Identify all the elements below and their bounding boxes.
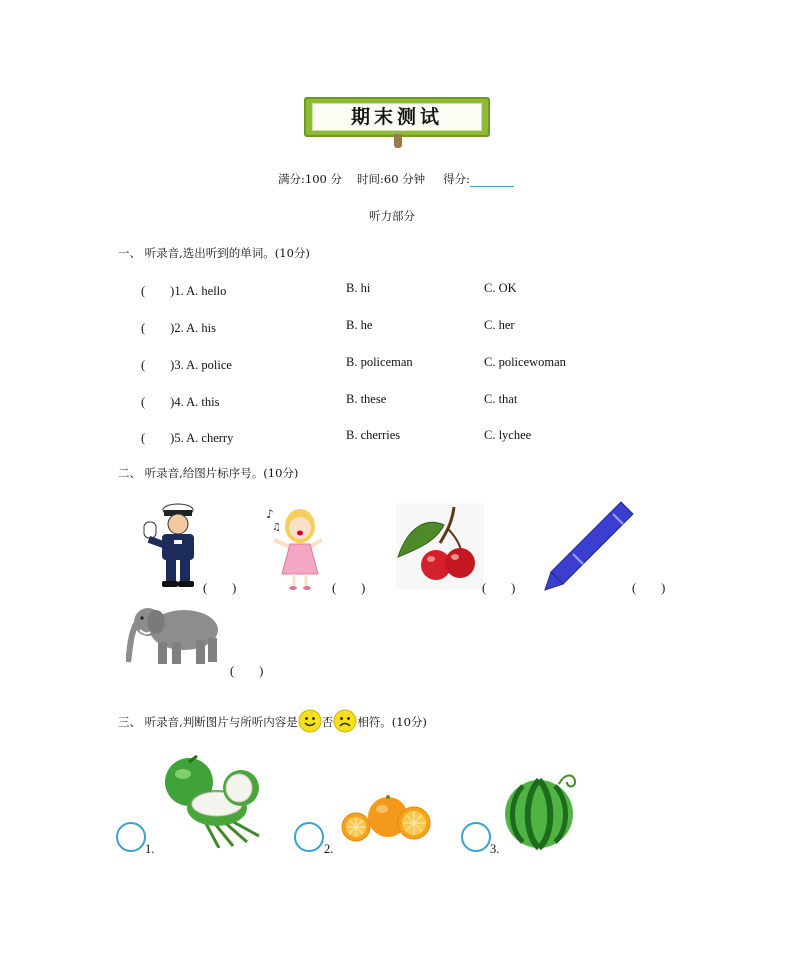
oranges-picture (336, 793, 438, 847)
q1-item-3-stem: ( )3. A. police (141, 358, 232, 372)
coconut-picture (163, 752, 263, 848)
q3-heading (118, 709, 427, 733)
q2-heading: 二、 听录音,给图片标序号。(10分) (118, 466, 299, 480)
q1-item-2-option-c[interactable]: C. her (484, 318, 515, 332)
q2-paren-3[interactable]: ( ) (482, 581, 516, 595)
q1-item-2-option-b[interactable]: B. he (346, 318, 373, 332)
q1-item-4-stem: ( )4. A. this (141, 395, 220, 409)
cherries-picture (396, 503, 484, 589)
q3-answer-circle-1[interactable] (116, 822, 146, 852)
q3-item-1-label: 1. (145, 842, 155, 856)
q2-paren-1[interactable]: ( ) (203, 581, 237, 595)
q1-item-1-option-c[interactable]: C. OK (484, 281, 517, 295)
watermelon-picture (503, 770, 585, 852)
q3-heading-post: 相符。(10分) (357, 715, 427, 729)
title-board-post (394, 134, 402, 148)
q1-item-4-option-c[interactable]: C. that (484, 392, 518, 406)
q3-answer-circle-2[interactable] (294, 822, 324, 852)
full-score: 满分:100 分 (278, 172, 342, 186)
smiley-face-icon (298, 709, 322, 733)
score-label: 得分: (443, 172, 470, 186)
q3-item-3-label: 3. (490, 842, 500, 856)
q1-item-1-stem: ( )1. A. hello (141, 284, 227, 298)
crayon-picture (543, 500, 635, 592)
page-title: 期末测试 (312, 103, 482, 131)
time-limit: 时间:60 分钟 (357, 172, 426, 186)
svg-text:♫: ♫ (272, 522, 281, 533)
q3-answer-circle-3[interactable] (461, 822, 491, 852)
score-blank[interactable] (470, 173, 514, 187)
policeman-picture (138, 500, 206, 590)
q1-item-4-option-b[interactable]: B. these (346, 392, 387, 406)
q3-heading-mid: 否 (321, 715, 334, 729)
sad-face-icon (333, 709, 357, 733)
elephant-picture (126, 602, 224, 668)
score-field[interactable] (443, 171, 514, 187)
q1-item-1-option-b[interactable]: B. hi (346, 281, 371, 295)
q3-heading-pre: 三、 听录音,判断图片与所听内容是 (118, 715, 298, 729)
title-board (304, 97, 490, 137)
q1-item-3-option-c[interactable]: C. policewoman (484, 355, 566, 369)
q1-item-5-option-b[interactable]: B. cherries (346, 428, 401, 442)
q2-paren-5[interactable]: ( ) (230, 664, 264, 678)
q2-paren-4[interactable]: ( ) (632, 581, 666, 595)
section-label: 听力部分 (369, 209, 415, 223)
q1-item-3-option-b[interactable]: B. policeman (346, 355, 413, 369)
q2-paren-2[interactable]: ( ) (332, 581, 366, 595)
q1-item-2-stem: ( )2. A. his (141, 321, 217, 335)
q1-heading: 一、 听录音,选出听到的单词。(10分) (118, 246, 310, 260)
svg-text:♪: ♪ (266, 507, 274, 521)
q1-item-5-option-c[interactable]: C. lychee (484, 428, 532, 442)
q3-item-2-label: 2. (324, 842, 334, 856)
q1-item-5-stem: ( )5. A. cherry (141, 431, 234, 445)
singing-girl-picture (264, 504, 324, 590)
